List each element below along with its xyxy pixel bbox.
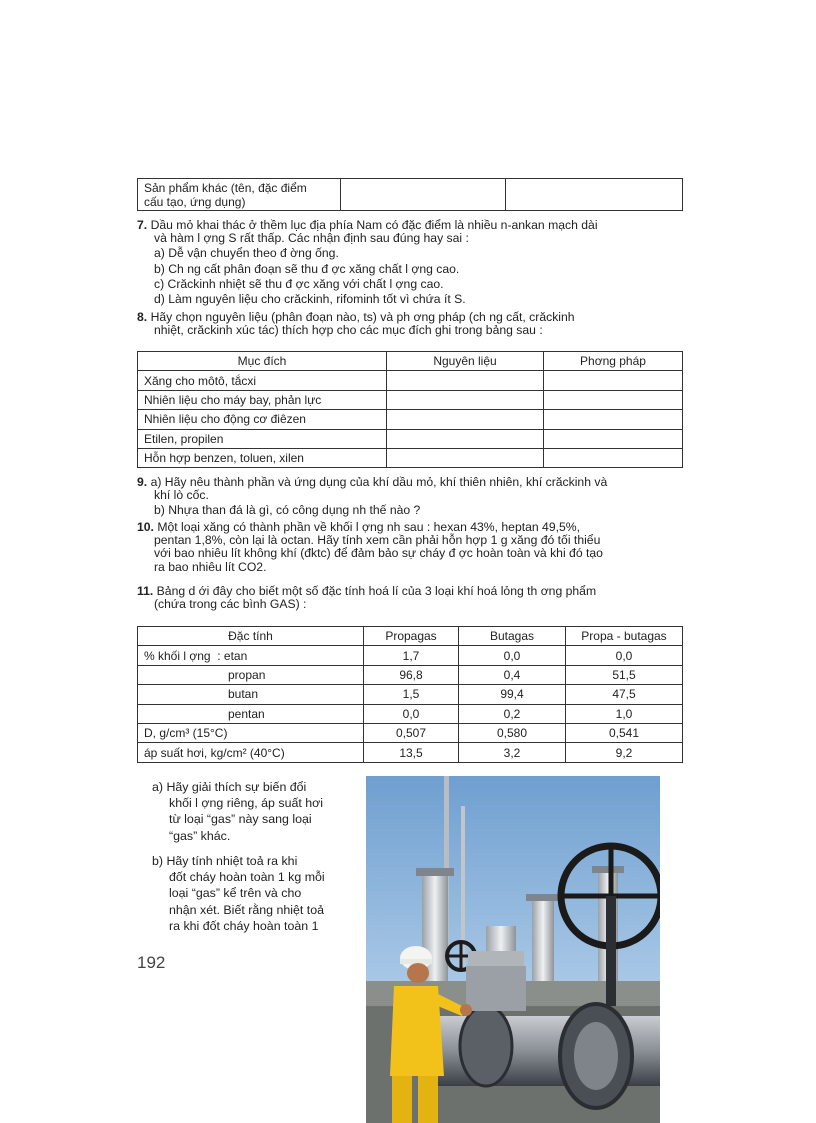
table-cell	[387, 410, 544, 429]
question-text: ra khi đốt cháy hoàn toàn 1	[169, 918, 319, 933]
table-cell	[138, 179, 341, 211]
question-text: khí lò cốc.	[154, 488, 209, 503]
table-row	[138, 685, 683, 704]
question-number: 10.	[137, 520, 154, 534]
table-row	[138, 665, 683, 684]
page-number: 192	[137, 953, 166, 972]
header-cell: Butagas	[459, 627, 566, 646]
row-label: pentan	[138, 704, 364, 723]
table-cell: 0,507	[364, 723, 459, 742]
table-row	[138, 704, 683, 723]
header-cell: Phơng pháp	[544, 352, 683, 371]
question-11a	[152, 779, 352, 844]
table-cell: Xăng cho môtô, tắcxi	[138, 371, 387, 390]
purpose-table	[137, 351, 683, 468]
question-text: b) Hãy tính nhiệt toả ra khi	[152, 854, 298, 868]
table-cell: 0,0	[459, 646, 566, 665]
question-text: a) Hãy giải thích sự biến đổi	[152, 780, 307, 794]
table-row	[138, 390, 683, 409]
table-cell: 0,4	[459, 665, 566, 684]
table-cell: Nhiên liệu cho động cơ điêzen	[138, 410, 387, 429]
row-label: D, g/cm³ (15°C)	[138, 723, 364, 742]
question-text: nhận xét. Biết rằng nhiệt toả	[169, 902, 324, 917]
row-label: áp suất hơi, kg/cm² (40°C)	[138, 743, 364, 762]
question-text: loại “gas” kể trên và cho	[169, 886, 302, 901]
question-text: từ loại “gas” này sang loại	[169, 812, 312, 827]
gas-properties-table	[137, 626, 683, 763]
table-cell: 13,5	[364, 743, 459, 762]
question-text: khối l ợng riêng, áp suất hơi	[169, 796, 324, 811]
table-cell: 0,2	[459, 704, 566, 723]
option-d: d) Làm nguyên liệu cho crăckinh, rifominh tốt vì chứa ít S.	[154, 292, 466, 307]
row-label: butan	[138, 685, 364, 704]
option-a: a) Dễ vận chuyển theo đ ờng ống.	[154, 246, 339, 261]
top-table	[137, 178, 683, 211]
option-c: c) Crăckinh nhiệt sẽ thu đ ợc xăng với chất l ợng cao.	[154, 276, 444, 291]
header-cell: Mục đích	[138, 352, 387, 371]
table-cell: 96,8	[364, 665, 459, 684]
table-cell: 1,0	[566, 704, 683, 723]
question-10	[137, 521, 683, 574]
question-text: đốt cháy hoàn toàn 1 kg mỗi	[169, 870, 325, 885]
table-cell: 47,5	[566, 685, 683, 704]
question-11b	[152, 853, 352, 934]
question-text: và hàm l ợng S rất thấp. Các nhận định sau đúng hay sai :	[154, 231, 469, 246]
table-cell	[544, 410, 683, 429]
table-row	[138, 429, 683, 448]
table-row	[138, 410, 683, 429]
header-cell: Propagas	[364, 627, 459, 646]
option-b: b) Ch ng cất phân đoạn sẽ thu đ ợc xăng chất l ợng cao.	[154, 261, 460, 276]
question-text: (chứa trong các bình GAS) :	[154, 597, 307, 612]
table-cell: 0,541	[566, 723, 683, 742]
table-cell	[506, 179, 683, 211]
question-text: với bao nhiêu lít không khí (đktc) để đảm bảo sự cháy đ ợc hoàn toàn và khi đó tạo	[154, 546, 603, 561]
question-text: Một loại xăng có thành phần về khối l ợng nh sau : hexan 43%, heptan 49,5%,	[157, 520, 581, 534]
table-row	[138, 448, 683, 467]
question-number: 9.	[137, 475, 148, 489]
table-cell: 0,580	[459, 723, 566, 742]
table-cell: 0,0	[566, 646, 683, 665]
question-text: “gas” khác.	[169, 828, 231, 843]
refinery-photo-illustration	[366, 776, 660, 1123]
question-text: nhiệt, crăckinh xúc tác) thích hợp cho các mục đích ghi trong bảng sau :	[154, 323, 543, 338]
table-header-row	[138, 352, 683, 371]
table-cell: 3,2	[459, 743, 566, 762]
question-7	[137, 219, 683, 306]
table-cell: 9,2	[566, 743, 683, 762]
question-text: b) Nhựa than đá là gì, có công dụng nh thế nào ?	[154, 503, 421, 518]
header-cell: Propa - butagas	[566, 627, 683, 646]
table-row	[138, 723, 683, 742]
table-cell: Etilen, propilen	[138, 429, 387, 448]
table-cell	[341, 179, 506, 211]
question-text: Dầu mỏ khai thác ở thềm lục địa phía Nam có đặc điểm là nhiều n-ankan mạch dài	[150, 218, 598, 232]
table-cell	[544, 371, 683, 390]
header-cell: Nguyên liệu	[387, 352, 544, 371]
question-11	[137, 585, 683, 611]
table-header-row	[138, 627, 683, 646]
table-cell	[387, 448, 544, 467]
question-text: Bảng d ới đây cho biết một số đặc tính hoá lí của 3 loại khí hoá lỏng th ơng phẩm	[156, 584, 597, 598]
question-number: 7.	[137, 218, 148, 232]
table-cell: 1,5	[364, 685, 459, 704]
question-9	[137, 476, 683, 518]
row-label: propan	[138, 665, 364, 684]
table-cell: 51,5	[566, 665, 683, 684]
table-cell	[387, 371, 544, 390]
question-8	[137, 311, 683, 337]
table-cell: 0,0	[364, 704, 459, 723]
table-row	[138, 371, 683, 390]
question-text: ra bao nhiêu lít CO2.	[154, 559, 267, 574]
table-row	[138, 179, 683, 211]
table-cell: 1,7	[364, 646, 459, 665]
table-cell: 99,4	[459, 685, 566, 704]
refinery-worker-photo	[366, 776, 660, 1123]
table-cell	[544, 448, 683, 467]
row-group-label: % khối l ợng	[144, 648, 211, 663]
question-text: a) Hãy nêu thành phần và ứng dụng của khí dầu mỏ, khí thiên nhiên, khí crăckinh và	[150, 475, 608, 489]
table-cell	[544, 390, 683, 409]
table-cell	[544, 429, 683, 448]
cell-label-line1: Sản phẩm khác (tên, đặc điểm	[144, 180, 307, 195]
question-number: 8.	[137, 310, 148, 324]
table-cell	[387, 429, 544, 448]
table-cell	[138, 646, 364, 665]
header-cell: Đặc tính	[138, 627, 364, 646]
row-label: : etan	[217, 648, 248, 663]
question-text: pentan 1,8%, còn lại là octan. Hãy tính xem cần phải hỗn hợp 1 g xăng đó tối thiểu	[154, 533, 601, 548]
question-text: Hãy chọn nguyên liệu (phân đoạn nào, ts) và ph ơng pháp (ch ng cất, crăckinh	[150, 310, 575, 324]
table-row	[138, 646, 683, 665]
table-row	[138, 743, 683, 762]
table-cell	[387, 390, 544, 409]
cell-label-line2: cấu tạo, ứng dụng)	[144, 194, 246, 209]
table-cell: Nhiên liệu cho máy bay, phản lực	[138, 390, 387, 409]
table-cell: Hỗn hợp benzen, toluen, xilen	[138, 448, 387, 467]
question-number: 11.	[137, 584, 154, 598]
